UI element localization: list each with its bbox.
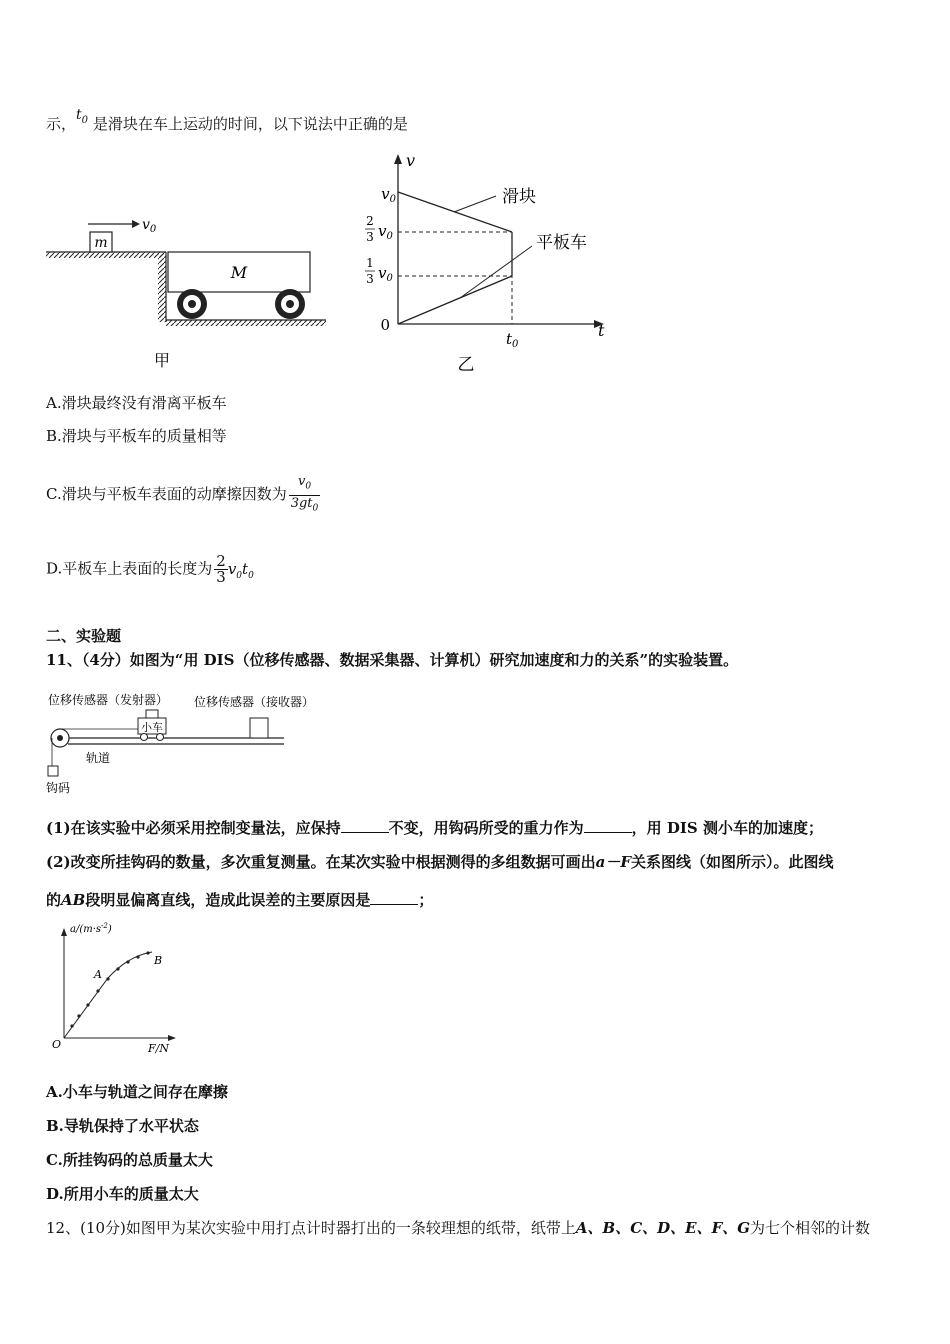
receiver bbox=[250, 718, 268, 738]
svg-text:v0: $v_0$ bbox=[378, 264, 393, 284]
lower-ground-hatch bbox=[166, 320, 326, 326]
one-third-v0-label bbox=[365, 256, 393, 286]
intro-prefix: 示， bbox=[46, 115, 77, 133]
cart-wheel-left bbox=[177, 289, 207, 319]
emitter-label: 位移传感器（发射器） bbox=[48, 693, 169, 707]
a-axis-label: $a/(m\cdot s^{-2})$ bbox=[70, 922, 112, 935]
q11-option-c: C.所挂钩码的总质量太大 bbox=[46, 1151, 213, 1169]
q11-text: 11、（4分）如图为“用 DIS（位移传感器、数据采集器、计算机）研究加速度和力的关系”的实验装置。 bbox=[46, 651, 739, 669]
q11-option-d: D.所用小车的质量太大 bbox=[46, 1185, 199, 1203]
cart-line bbox=[398, 276, 512, 324]
option-c-fraction: $\frac{v_0}{3gt_0}$ bbox=[290, 474, 319, 514]
svg-text:1: 1 bbox=[366, 256, 374, 270]
q11-part2-line1: (2)改变所挂钩码的数量，多次重复测量。在某次实验中根据测得的多组数据可画出a－F关系图线（如图所示）。此图线 bbox=[46, 853, 834, 871]
slider-leader bbox=[454, 196, 496, 212]
option-c: C.滑块与平板车表面的动摩擦因数为 $\frac{v_0}{3gt_0}$ bbox=[46, 474, 320, 516]
origin-label: 0 bbox=[380, 316, 390, 334]
cart-label: 小车 bbox=[141, 721, 163, 734]
block-label: m bbox=[94, 235, 108, 251]
q11-apparatus bbox=[44, 688, 314, 798]
svg-text:3: 3 bbox=[366, 230, 374, 244]
velocity-label: $v_0$ bbox=[142, 217, 157, 235]
option-d-tail: $v_0t_0$ bbox=[227, 559, 254, 581]
f-axis-label: F/N bbox=[148, 1042, 169, 1055]
q11-part1: (1)在该实验中必须采用控制变量法，应保持 不变，用钩码所受的重力作为 ，用 DIS 测小车的加速度； bbox=[46, 819, 823, 837]
cart-wheel-right bbox=[275, 289, 305, 319]
graph-origin: O bbox=[52, 1038, 62, 1051]
svg-text:v0: $v_0$ bbox=[378, 222, 393, 242]
caption-jia: 甲 bbox=[153, 351, 171, 370]
point-a-label: A bbox=[94, 968, 102, 981]
t0-label: $t_0$ bbox=[506, 330, 519, 350]
figure-yi bbox=[356, 150, 616, 380]
af-graph bbox=[48, 918, 188, 1058]
q12-text: 12、(10分)如图甲为某次实验中用打点计时器打出的一条较理想的纸带，纸带上A、B、C、D、E、F、G为七个相邻的计数 bbox=[46, 1219, 871, 1237]
cart-line-label: 平板车 bbox=[536, 233, 587, 253]
intro-text: 是滑块在车上运动的时间，以下说法中正确的是 bbox=[92, 115, 408, 133]
v-axis-label: v bbox=[406, 151, 416, 170]
weight-label: 钩码 bbox=[46, 781, 71, 795]
svg-text:2: 2 bbox=[366, 214, 374, 228]
section-title: 二、实验题 bbox=[46, 627, 122, 645]
option-d: D.平板车上表面的长度为 $\frac{2}{3}$ $v_0t_0$ bbox=[46, 552, 254, 586]
blank-3 bbox=[370, 892, 418, 905]
q11-option-b: B.导轨保持了水平状态 bbox=[46, 1117, 199, 1135]
t-axis-label: t bbox=[598, 321, 605, 340]
t0-symbol: $t_0$ bbox=[76, 107, 89, 126]
option-a: A.滑块最终没有滑离平板车 bbox=[46, 394, 227, 412]
q11-option-a: A.小车与轨道之间存在摩擦 bbox=[46, 1083, 228, 1101]
figure-jia bbox=[44, 208, 334, 378]
option-b: B.滑块与平板车的质量相等 bbox=[46, 427, 227, 445]
af-curve bbox=[64, 952, 152, 1038]
emitter bbox=[146, 710, 158, 718]
hanging-weight bbox=[48, 766, 58, 776]
blank-1 bbox=[341, 820, 389, 833]
intro-line bbox=[46, 107, 408, 141]
option-d-fraction: $\frac{2}{3}$ bbox=[216, 552, 226, 586]
track-label: 轨道 bbox=[86, 751, 111, 765]
receiver-label: 位移传感器（接收器） bbox=[194, 695, 314, 709]
two-thirds-v0-label bbox=[365, 214, 393, 244]
cart-label: M bbox=[230, 263, 248, 282]
svg-text:3: 3 bbox=[366, 272, 374, 286]
v0-label: $v_0$ bbox=[381, 185, 396, 205]
wall-hatch bbox=[158, 252, 166, 322]
q11-part2-line2: 的AB段明显偏离直线，造成此误差的主要原因是 ； bbox=[46, 891, 434, 909]
caption-yi: 乙 bbox=[457, 355, 475, 375]
upper-ground-hatch bbox=[46, 252, 164, 258]
point-b-label: B bbox=[154, 954, 163, 967]
blank-2 bbox=[584, 820, 632, 833]
cart-leader bbox=[460, 246, 532, 298]
slider-label: 滑块 bbox=[502, 187, 536, 207]
